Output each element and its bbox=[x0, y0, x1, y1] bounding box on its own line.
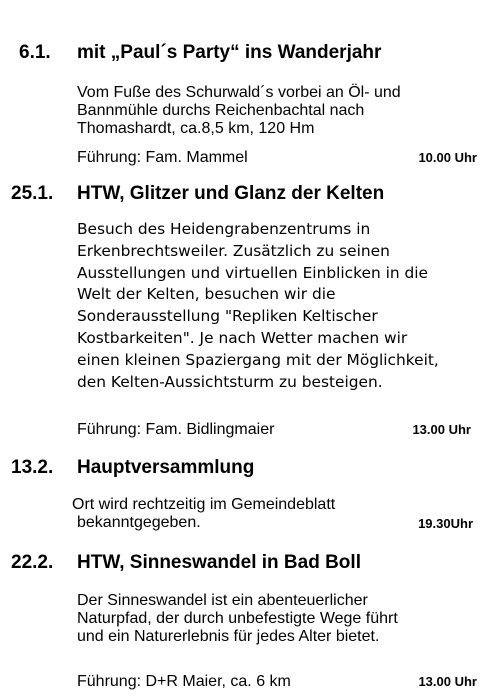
event-leader: Führung: Fam. Mammel bbox=[77, 149, 248, 166]
event-title: HTW, Glitzer und Glanz der Kelten bbox=[77, 183, 385, 204]
event-leader: Führung: Fam. Bidlingmaier bbox=[77, 421, 275, 438]
event-leader: Führung: D+R Maier, ca. 6 km bbox=[77, 673, 291, 690]
event-title: Hauptversammlung bbox=[77, 457, 255, 478]
event-leader: bekanntgegeben. bbox=[77, 514, 201, 531]
event-title: HTW, Sinneswandel in Bad Boll bbox=[77, 552, 361, 573]
event-time: 13.00 Uhr bbox=[412, 422, 471, 437]
event-time: 13.00 Uhr bbox=[418, 674, 477, 689]
event-description: Besuch des Heidengrabenzentrums in Erkenbrechtsweiler. Zusätzlich zu seinen Ausstellungen und virtuellen Einblicken in die Welt der Kelten, besuchen wir die Sonderausstellung "Repliken Keltischer Kostbarkeiten". Je nach Wetter machen wir einen kleinen Spaziergang mit der Möglichkeit, den Kelten-Aussichtsturm zu besteigen. bbox=[77, 220, 439, 391]
event-date: 22.2. bbox=[11, 552, 54, 573]
event-date: 25.1. bbox=[11, 183, 54, 204]
event-date: 6.1. bbox=[19, 42, 51, 63]
event-description: Der Sinneswandel ist ein abenteuerlicher Naturpfad, der durch unbefestigte Wege führt und ein Naturerlebnis für jedes Alter bietet. bbox=[77, 592, 398, 645]
event-time: 19.30Uhr bbox=[418, 516, 473, 531]
event-title: mit „Paul´s Party“ ins Wanderjahr bbox=[77, 42, 382, 63]
event-time: 10.00 Uhr bbox=[418, 150, 477, 165]
event-description: Vom Fuße des Schurwald´s vorbei an Öl- und Bannmühle durchs Reichenbachtal nach Thomashardt, ca.8,5 km, 120 Hm bbox=[77, 84, 401, 137]
event-description: Ort wird rechtzeitig im Gemeindeblatt bbox=[72, 496, 336, 513]
event-date: 13.2. bbox=[11, 457, 54, 478]
